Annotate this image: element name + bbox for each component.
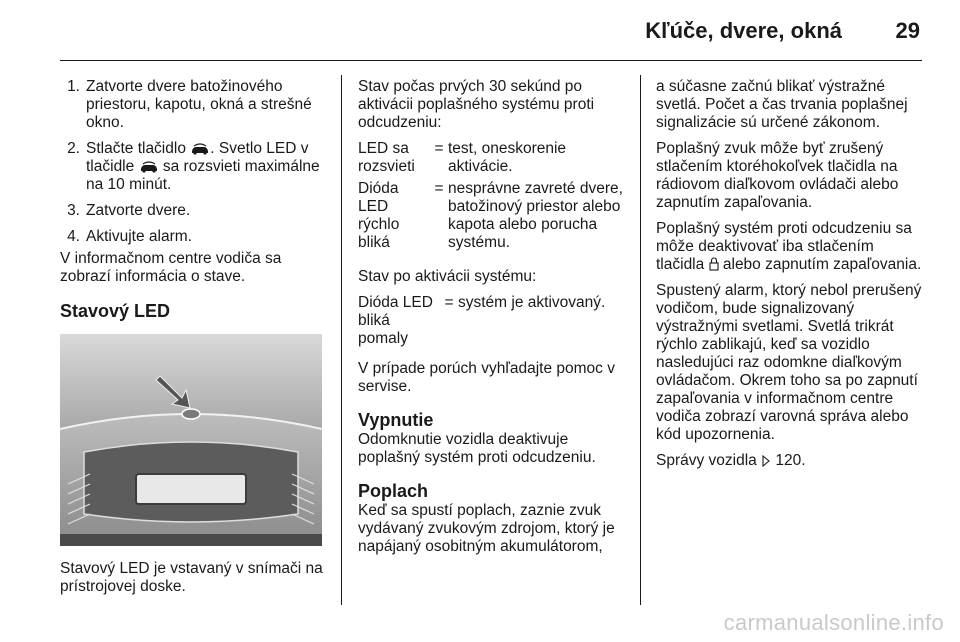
paragraph: Poplašný systém proti odcudzeniu sa môže deaktivovať iba stlačením tlačidla alebo zapnutím zapaľovania. xyxy=(656,220,922,273)
watermark: carmanualsonline.info xyxy=(723,610,944,635)
poplach-text: Keď sa spustí poplach, zaznie zvuk vydávaný zvukovým zdrojom, ktorý je napájaný osobitným akumulátorom, xyxy=(358,502,615,555)
chapter-title: Kľúče, dvere, okná xyxy=(645,18,842,43)
paragraph: Spustený alarm, ktorý nebol prerušený vodičom, bude signalizovaný výstražnými svetlami. Svetlá trikrát rýchlo zablikajú, keď sa vozidlo nasledujúci raz odomkne diaľkovým ovládačom. Okrem toho sa po zapnutí zapaľovania v informačnom centre vodiča zobrazí varovná správa alebo kód upozornenia. xyxy=(656,282,922,443)
vypnutie-heading: Vypnutie xyxy=(358,410,434,430)
column-divider-2 xyxy=(640,75,641,605)
definition-row: Dióda LED bliká pomaly = systém je aktivovaný. xyxy=(358,294,606,347)
figure-caption: Stavový LED je vstavaný v snímači na prístrojovej doske. xyxy=(60,560,323,595)
column-3 xyxy=(656,78,926,478)
lock-icon xyxy=(709,257,719,271)
car-alarm-icon xyxy=(139,161,159,173)
column-1 xyxy=(60,78,332,604)
column-divider-1 xyxy=(341,75,342,605)
list-item: 2. Stlačte tlačidlo . Svetlo LED v tlačidle sa rozsvieti maximálne na 10 minút. xyxy=(67,140,320,193)
paragraph: Poplašný zvuk môže byť zrušený stlačením ktoréhokoľvek tlačidla na rádiovom diaľkovom ovládači alebo zapnutím zapaľovania. xyxy=(656,140,899,211)
section-title: Stavový LED xyxy=(60,301,171,321)
poplach-heading: Poplach xyxy=(358,481,429,501)
header-divider xyxy=(60,60,922,61)
car-alarm-icon xyxy=(190,143,210,155)
list-item: 1. Zatvorte dvere batožinového priestoru, kapotu, okná a strešné okno. xyxy=(67,78,312,131)
paragraph: a súčasne začnú blikať výstražné svetlá. Počet a čas trvania poplašnej signalizácie sú určené zákonom. xyxy=(656,78,908,131)
vypnutie-text: Odomknutie vozidla deaktivuje poplašný systém proti odcudzeniu. xyxy=(358,431,596,466)
service-text: V prípade porúch vyhľadajte pomoc v servise. xyxy=(358,360,615,395)
list-item: 4. Aktivujte alarm. xyxy=(67,228,192,245)
definition-row: Dióda LED rýchlo bliká = nesprávne zavreté dvere, batožinový priestor alebo kapota alebo porucha systému. xyxy=(358,180,623,251)
dashboard-led-figure xyxy=(60,334,322,546)
definition-row: LED sa rozsvieti = test, oneskorenie aktivácie. xyxy=(358,140,567,175)
intro-text: Stav počas prvých 30 sekúnd po aktivácii poplašného systému proti odcudzeniu: xyxy=(358,78,595,131)
cross-reference: Správy vozidla 120. xyxy=(656,452,806,469)
info-text: V informačnom centre vodiča sa zobrazí informácia o stave. xyxy=(60,250,282,285)
page-reference-icon xyxy=(761,455,771,467)
after-activation-title: Stav po aktivácii systému: xyxy=(358,268,537,285)
column-2 xyxy=(358,78,630,564)
page-number: 29 xyxy=(895,18,920,43)
steps-list xyxy=(60,78,332,246)
list-item: 3. Zatvorte dvere. xyxy=(67,202,191,219)
page-header xyxy=(0,0,960,70)
